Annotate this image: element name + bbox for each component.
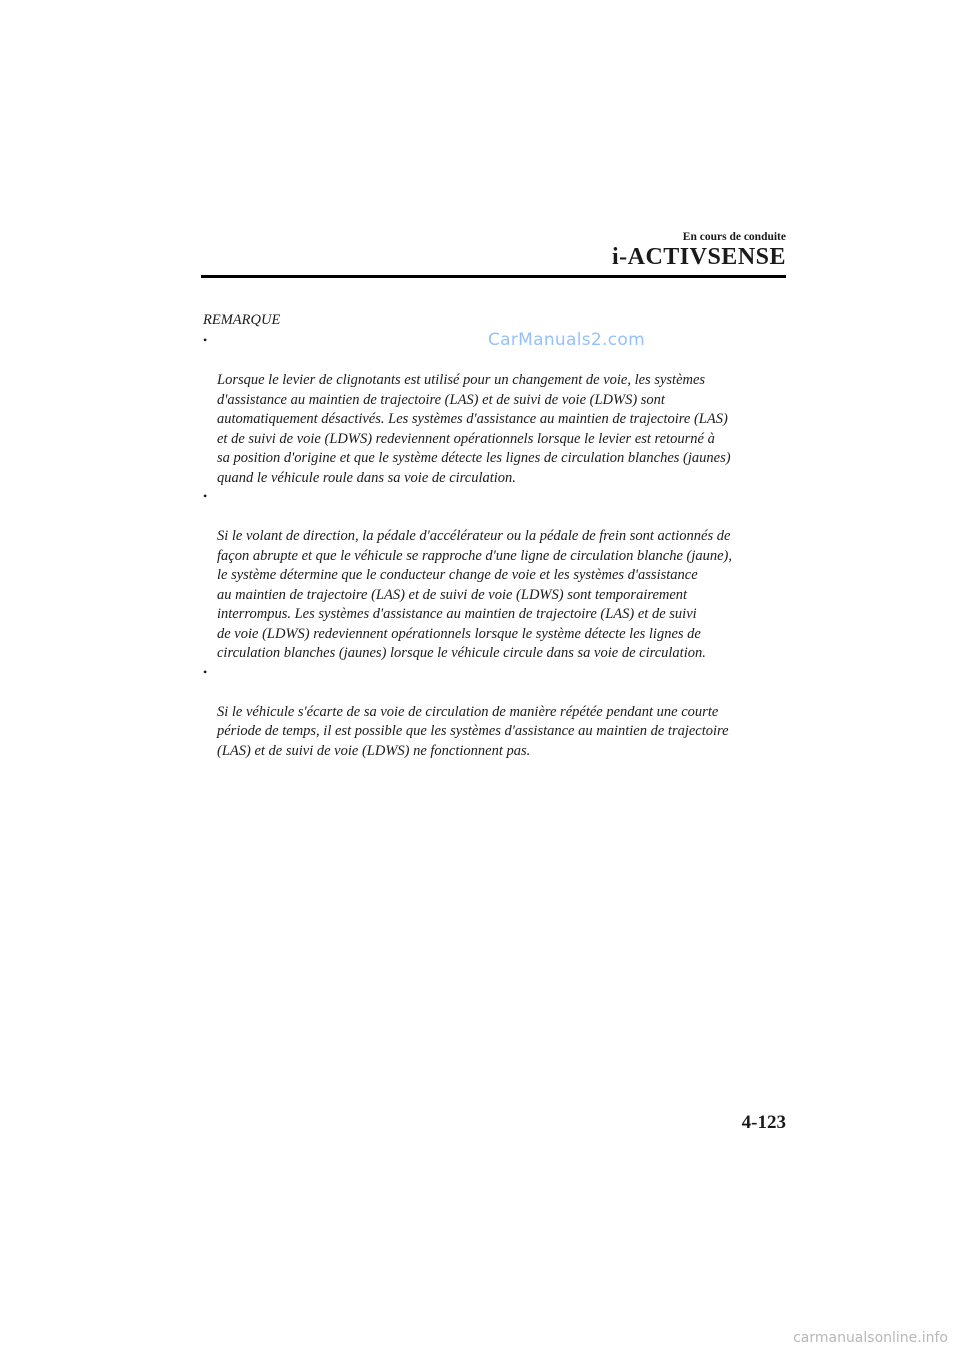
note-heading: REMARQUE: [203, 312, 281, 328]
note-item-text: Si le véhicule s'écarte de sa voie de circulation de manière répétée pendant une courte période de temps, il est possible que les systèmes d'assistance au maintien de trajectoire (LAS) et de suivi de voie (LDWS) ne fonctionnent pas.: [217, 703, 729, 759]
bullet-icon: •: [203, 333, 208, 347]
bullet-icon: •: [203, 664, 208, 679]
note-item: [203, 488, 793, 664]
chapter-title: i-ACTIVSENSE: [611, 244, 786, 270]
note-item-text: Lorsque le levier de clignotants est utilisé pour un changement de voie, les systèmes d'assistance au maintien de trajectoire (LAS) et de suivi de voie (LDWS) sont automatiquement désactivés. Les systèmes d'assistance au maintien de trajectoire (LAS) et de suivi de voie (LDWS) redeviennent opérationnels lorsque le levier est retourné à sa position d'origine et que le système détecte les lignes de circulation blanches (jaunes) quand le véhicule roule dans sa voie de circulation.: [217, 372, 731, 486]
note-item: [203, 664, 793, 762]
section-label: En cours de conduite: [682, 231, 786, 243]
footer-watermark[interactable]: carmanualsonline.info: [793, 1330, 948, 1346]
site-watermark: CarManuals2.com: [488, 330, 645, 350]
note-item-text: Si le volant de direction, la pédale d'accélérateur ou la pédale de frein sont actionnés de façon abrupte et que le véhicule se rapproche d'une ligne de circulation blanche (jaune), le système détermine que le conducteur change de voie et les systèmes d'assistance au maintien de trajectoire (LAS) et de suivi de voie (LDWS) sont temporairement interrompus. Les systèmes d'assistance au maintien de trajectoire (LAS) et de suivi de voie (LDWS) redeviennent opérationnels lorsque le système détecte les lignes de circulation blanches (jaunes) lorsque le véhicule circule dans sa voie de circulation.: [217, 528, 733, 661]
note-list: [203, 332, 793, 761]
header-divider: [201, 275, 786, 278]
page-number: 4-123: [741, 1112, 786, 1133]
bullet-icon: •: [203, 489, 208, 503]
note-item: [203, 332, 793, 488]
